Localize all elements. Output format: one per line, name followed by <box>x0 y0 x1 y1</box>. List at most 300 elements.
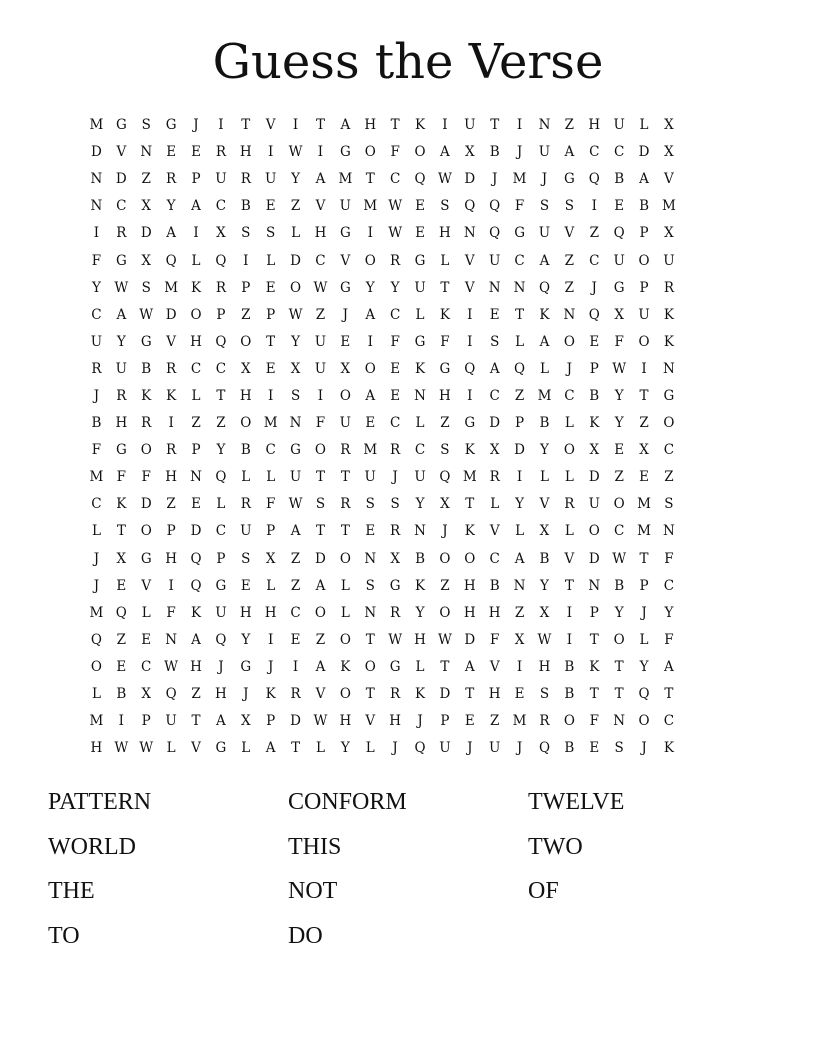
grid-letter: T <box>664 686 674 703</box>
grid-letter: W <box>537 631 552 648</box>
grid-letter: T <box>315 523 325 540</box>
grid-letter: N <box>289 415 302 432</box>
grid-letter: R <box>663 279 675 296</box>
grid-letter: O <box>364 360 376 377</box>
grid-letter: E <box>489 306 500 323</box>
grid-letter: I <box>367 333 373 350</box>
grid-letter: Q <box>414 171 426 188</box>
grid-letter: B <box>614 577 625 594</box>
grid-letter: X <box>265 550 276 567</box>
grid-letter: R <box>390 252 401 269</box>
grid-letter: X <box>614 306 624 323</box>
grid-letter: V <box>315 686 326 703</box>
grid-letter: K <box>414 577 426 594</box>
grid-letter: C <box>514 252 525 269</box>
grid-row <box>84 735 732 762</box>
grid-letter: L <box>266 252 276 269</box>
grid-letter: V <box>265 117 276 134</box>
grid-letter: A <box>440 144 450 161</box>
grid-letter: M <box>512 171 527 188</box>
grid-letter: Y <box>540 577 549 594</box>
grid-letter: K <box>190 279 202 296</box>
grid-letter: C <box>389 171 401 188</box>
grid-letter: H <box>115 415 128 432</box>
grid-letter: P <box>639 577 649 594</box>
grid-letter: Q <box>489 225 501 242</box>
grid-letter: P <box>639 225 649 242</box>
grid-letter: C <box>190 360 202 377</box>
grid-letter: Y <box>216 442 226 459</box>
grid-letter: R <box>141 415 152 432</box>
grid-letter: J <box>243 686 249 703</box>
grid-letter: O <box>140 523 152 540</box>
grid-letter: Z <box>166 496 176 513</box>
grid-letter: Y <box>614 604 624 621</box>
grid-letter: Z <box>191 686 201 703</box>
grid-letter: T <box>440 279 450 296</box>
grid-letter: M <box>89 713 104 730</box>
grid-letter: J <box>467 740 473 757</box>
grid-letter: Y <box>415 604 425 621</box>
grid-letter: S <box>141 279 151 296</box>
grid-letter: H <box>215 686 227 703</box>
grid-letter: Y <box>241 631 251 648</box>
grid-letter: V <box>664 171 674 188</box>
grid-letter: F <box>116 469 127 486</box>
grid-letter: J <box>591 279 597 296</box>
grid-letter: V <box>315 198 326 215</box>
grid-letter: N <box>663 360 675 377</box>
grid-letter: L <box>241 469 251 486</box>
grid-letter: X <box>216 225 226 242</box>
grid-letter: E <box>166 144 177 161</box>
grid-letter: J <box>93 577 100 594</box>
grid-letter: O <box>613 496 625 513</box>
grid-letter: L <box>191 387 201 404</box>
grid-letter: Z <box>564 279 575 296</box>
grid-letter: R <box>340 496 351 513</box>
grid-letter: Q <box>464 360 476 377</box>
grid-letter: K <box>340 658 351 675</box>
grid-row <box>84 600 732 627</box>
grid-letter: V <box>464 279 475 296</box>
word-list-item: CONFORM <box>288 789 407 815</box>
grid-letter: T <box>639 550 649 567</box>
grid-letter: T <box>490 117 500 134</box>
grid-letter: B <box>564 686 575 703</box>
grid-letter: O <box>314 442 326 459</box>
grid-letter: C <box>613 523 625 540</box>
grid-letter: L <box>191 252 201 269</box>
grid-letter: U <box>90 333 103 350</box>
grid-letter: T <box>216 387 226 404</box>
grid-letter: B <box>614 171 625 188</box>
grid-letter: T <box>340 523 350 540</box>
grid-row <box>84 654 732 681</box>
grid-letter: O <box>638 713 650 730</box>
grid-letter: Z <box>440 415 450 432</box>
grid-letter: I <box>168 577 174 594</box>
grid-letter: R <box>489 469 500 486</box>
grid-letter: P <box>191 171 201 188</box>
word-list-item: OF <box>528 878 559 904</box>
grid-letter: W <box>612 550 627 567</box>
grid-letter: V <box>564 550 575 567</box>
grid-letter: U <box>314 360 327 377</box>
grid-letter: F <box>614 333 624 350</box>
grid-letter: U <box>364 469 376 486</box>
grid-letter: S <box>440 442 450 459</box>
grid-letter: A <box>664 658 674 675</box>
grid-letter: H <box>439 387 451 404</box>
grid-letter: K <box>414 686 426 703</box>
grid-letter: E <box>589 740 600 757</box>
grid-letter: H <box>364 117 377 134</box>
grid-letter: G <box>140 550 152 567</box>
grid-letter: H <box>339 713 352 730</box>
grid-letter: Z <box>440 577 450 594</box>
grid-letter: N <box>488 279 501 296</box>
grid-letter: O <box>364 658 376 675</box>
grid-letter: Z <box>290 550 301 567</box>
grid-letter: M <box>512 713 527 730</box>
grid-letter: D <box>464 631 476 648</box>
grid-row <box>84 112 732 139</box>
grid-letter: I <box>93 225 100 242</box>
grid-letter: Z <box>191 415 201 432</box>
grid-letter: I <box>268 144 274 161</box>
grid-letter: M <box>338 171 353 188</box>
grid-letter: Q <box>588 171 600 188</box>
grid-letter: Q <box>414 740 426 757</box>
grid-letter: C <box>290 604 301 621</box>
grid-letter: N <box>165 631 178 648</box>
grid-letter: Z <box>241 306 251 323</box>
grid-letter: C <box>589 252 600 269</box>
grid-row <box>84 573 732 600</box>
grid-letter: E <box>340 333 351 350</box>
grid-letter: C <box>663 577 675 594</box>
grid-letter: P <box>440 713 450 730</box>
grid-letter: T <box>589 631 599 648</box>
grid-letter: J <box>442 523 448 540</box>
grid-row <box>84 708 732 735</box>
grid-letter: O <box>563 333 575 350</box>
grid-letter: T <box>365 686 375 703</box>
grid-letter: I <box>566 631 573 648</box>
grid-letter: L <box>515 333 525 350</box>
grid-letter: E <box>290 631 301 648</box>
grid-letter: W <box>612 360 627 377</box>
grid-letter: D <box>464 171 476 188</box>
grid-letter: Q <box>115 604 127 621</box>
grid-letter: T <box>614 686 624 703</box>
grid-letter: R <box>564 496 575 513</box>
grid-letter: O <box>563 713 575 730</box>
grid-letter: G <box>563 171 575 188</box>
grid-letter: Y <box>540 442 549 459</box>
grid-letter: P <box>639 279 649 296</box>
grid-letter: W <box>288 144 303 161</box>
grid-letter: K <box>265 686 276 703</box>
grid-letter: R <box>390 523 401 540</box>
grid-letter: W <box>313 279 328 296</box>
grid-letter: U <box>289 469 302 486</box>
grid-letter: Y <box>664 604 674 621</box>
grid-letter: S <box>141 117 151 134</box>
grid-letter: Y <box>291 171 301 188</box>
grid-letter: L <box>166 740 176 757</box>
grid-letter: H <box>414 631 426 648</box>
grid-letter: I <box>317 144 324 161</box>
grid-letter: K <box>464 523 475 540</box>
grid-row <box>84 139 732 166</box>
grid-letter: W <box>164 658 179 675</box>
grid-letter: X <box>141 252 152 269</box>
grid-letter: M <box>462 469 477 486</box>
grid-letter: G <box>414 333 426 350</box>
grid-letter: M <box>89 469 104 486</box>
grid-letter: L <box>639 117 649 134</box>
word-list-item: THIS <box>288 833 342 860</box>
grid-letter: L <box>440 252 450 269</box>
grid-letter: L <box>340 604 350 621</box>
grid-letter: C <box>613 144 625 161</box>
grid-letter: M <box>164 279 179 296</box>
grid-letter: H <box>588 117 601 134</box>
grid-letter: V <box>464 252 475 269</box>
grid-letter: H <box>165 469 177 486</box>
grid-letter: L <box>639 631 649 648</box>
grid-letter: G <box>613 279 625 296</box>
grid-letter: Y <box>614 387 624 404</box>
grid-letter: E <box>514 686 525 703</box>
grid-letter: C <box>91 496 102 513</box>
grid-letter: O <box>240 415 252 432</box>
grid-letter: A <box>216 713 226 730</box>
grid-letter: R <box>166 171 177 188</box>
grid-letter: X <box>390 550 400 567</box>
grid-letter: O <box>464 550 476 567</box>
grid-letter: L <box>564 523 574 540</box>
grid-letter: N <box>613 713 626 730</box>
grid-row <box>84 491 732 518</box>
grid-letter: U <box>613 117 625 134</box>
grid-letter: O <box>638 252 650 269</box>
grid-letter: E <box>614 442 625 459</box>
grid-letter: Z <box>639 415 649 432</box>
grid-letter: A <box>265 740 276 757</box>
grid-letter: M <box>263 415 278 432</box>
grid-letter: O <box>613 631 625 648</box>
grid-letter: F <box>166 604 176 621</box>
grid-letter: F <box>589 713 599 730</box>
grid-letter: E <box>639 469 649 486</box>
grid-letter: U <box>414 469 426 486</box>
grid-letter: N <box>190 469 202 486</box>
grid-row <box>84 627 732 654</box>
grid-letter: P <box>515 415 525 432</box>
grid-letter: A <box>365 306 376 323</box>
word-list-item: TWELVE <box>528 789 625 815</box>
grid-letter: Q <box>215 631 227 648</box>
grid-letter: U <box>339 415 352 432</box>
grid-letter: X <box>240 713 251 730</box>
grid-letter: W <box>388 198 403 215</box>
grid-letter: D <box>514 442 525 459</box>
grid-letter: T <box>390 117 400 134</box>
word-list-item: TWO <box>528 833 583 860</box>
grid-letter: D <box>315 550 326 567</box>
grid-letter: L <box>415 658 425 675</box>
grid-letter: J <box>93 387 100 404</box>
grid-letter: J <box>193 117 199 134</box>
grid-letter: V <box>141 577 152 594</box>
letter-grid <box>84 112 732 762</box>
grid-row <box>84 356 732 383</box>
grid-letter: D <box>290 252 301 269</box>
grid-letter: Z <box>614 469 624 486</box>
grid-letter: G <box>339 144 351 161</box>
grid-letter: W <box>388 631 403 648</box>
grid-letter: B <box>489 144 500 161</box>
grid-letter: B <box>240 442 251 459</box>
grid-letter: K <box>166 387 177 404</box>
grid-letter: S <box>564 198 574 215</box>
grid-letter: V <box>539 496 550 513</box>
grid-letter: L <box>91 523 101 540</box>
grid-letter: A <box>340 117 351 134</box>
grid-row <box>84 464 732 491</box>
grid-letter: B <box>91 415 102 432</box>
grid-letter: M <box>537 387 552 404</box>
grid-letter: N <box>90 198 103 215</box>
grid-letter: O <box>638 333 650 350</box>
grid-letter: J <box>218 658 224 675</box>
grid-letter: Q <box>165 252 177 269</box>
grid-letter: U <box>638 306 650 323</box>
grid-letter: N <box>414 387 426 404</box>
grid-letter: W <box>437 171 452 188</box>
grid-letter: E <box>390 360 401 377</box>
grid-letter: X <box>141 198 152 215</box>
grid-letter: X <box>464 144 475 161</box>
grid-letter: U <box>115 360 128 377</box>
grid-letter: E <box>141 631 152 648</box>
grid-letter: K <box>116 496 127 513</box>
grid-letter: C <box>489 550 500 567</box>
word-list-item: THE <box>48 878 95 904</box>
grid-letter: U <box>489 252 501 269</box>
grid-letter: L <box>91 686 101 703</box>
grid-letter: B <box>639 198 649 215</box>
grid-letter: J <box>392 740 398 757</box>
grid-letter: I <box>641 360 647 377</box>
grid-letter: M <box>662 198 676 215</box>
grid-letter: B <box>539 550 550 567</box>
grid-letter: Z <box>216 415 226 432</box>
grid-letter: D <box>290 713 301 730</box>
grid-letter: J <box>516 144 523 161</box>
grid-letter: Q <box>514 360 526 377</box>
grid-letter: A <box>315 171 326 188</box>
grid-letter: X <box>290 360 301 377</box>
grid-letter: P <box>241 279 251 296</box>
grid-letter: Z <box>315 631 326 648</box>
grid-letter: I <box>268 387 274 404</box>
grid-letter: O <box>339 686 351 703</box>
grid-letter: R <box>390 604 401 621</box>
grid-letter: Q <box>464 198 476 215</box>
grid-letter: C <box>141 658 152 675</box>
grid-letter: J <box>342 306 349 323</box>
grid-letter: R <box>390 442 401 459</box>
grid-letter: X <box>514 631 525 648</box>
grid-letter: R <box>215 279 226 296</box>
grid-letter: G <box>165 117 177 134</box>
grid-letter: K <box>464 442 475 459</box>
grid-letter: M <box>637 496 651 513</box>
grid-letter: R <box>166 442 177 459</box>
grid-letter: D <box>140 496 152 513</box>
grid-letter: A <box>564 144 575 161</box>
grid-letter: B <box>539 415 550 432</box>
grid-letter: J <box>417 713 423 730</box>
grid-letter: V <box>489 658 500 675</box>
grid-letter: G <box>215 740 227 757</box>
grid-letter: M <box>363 442 378 459</box>
grid-letter: T <box>291 740 301 757</box>
grid-letter: H <box>463 577 476 594</box>
grid-letter: V <box>340 252 351 269</box>
grid-letter: E <box>191 144 201 161</box>
grid-letter: C <box>564 387 575 404</box>
grid-letter: S <box>241 225 251 242</box>
grid-letter: J <box>516 740 523 757</box>
grid-letter: L <box>365 740 375 757</box>
grid-letter: G <box>389 577 401 594</box>
grid-letter: K <box>663 306 674 323</box>
grid-letter: H <box>314 225 327 242</box>
grid-letter: H <box>165 550 177 567</box>
grid-letter: J <box>641 740 647 757</box>
grid-letter: B <box>141 360 152 377</box>
grid-letter: O <box>240 333 252 350</box>
grid-letter: A <box>315 658 326 675</box>
grid-letter: I <box>168 415 174 432</box>
grid-letter: U <box>538 144 551 161</box>
grid-letter: E <box>116 658 127 675</box>
grid-letter: F <box>664 631 674 648</box>
grid-letter: F <box>315 415 326 432</box>
page-title: Guess the Verse <box>212 34 604 90</box>
grid-letter: Y <box>415 496 425 513</box>
grid-letter: D <box>115 171 127 188</box>
grid-letter: K <box>663 740 674 757</box>
grid-letter: F <box>440 333 450 350</box>
grid-letter: C <box>116 198 127 215</box>
grid-letter: X <box>639 442 649 459</box>
grid-row <box>84 546 732 573</box>
grid-letter: R <box>116 387 127 404</box>
grid-letter: H <box>264 604 277 621</box>
grid-letter: M <box>89 117 104 134</box>
grid-row <box>84 329 732 356</box>
grid-letter: D <box>588 469 600 486</box>
grid-letter: E <box>240 577 251 594</box>
grid-letter: A <box>315 577 326 594</box>
grid-letter: U <box>613 252 625 269</box>
